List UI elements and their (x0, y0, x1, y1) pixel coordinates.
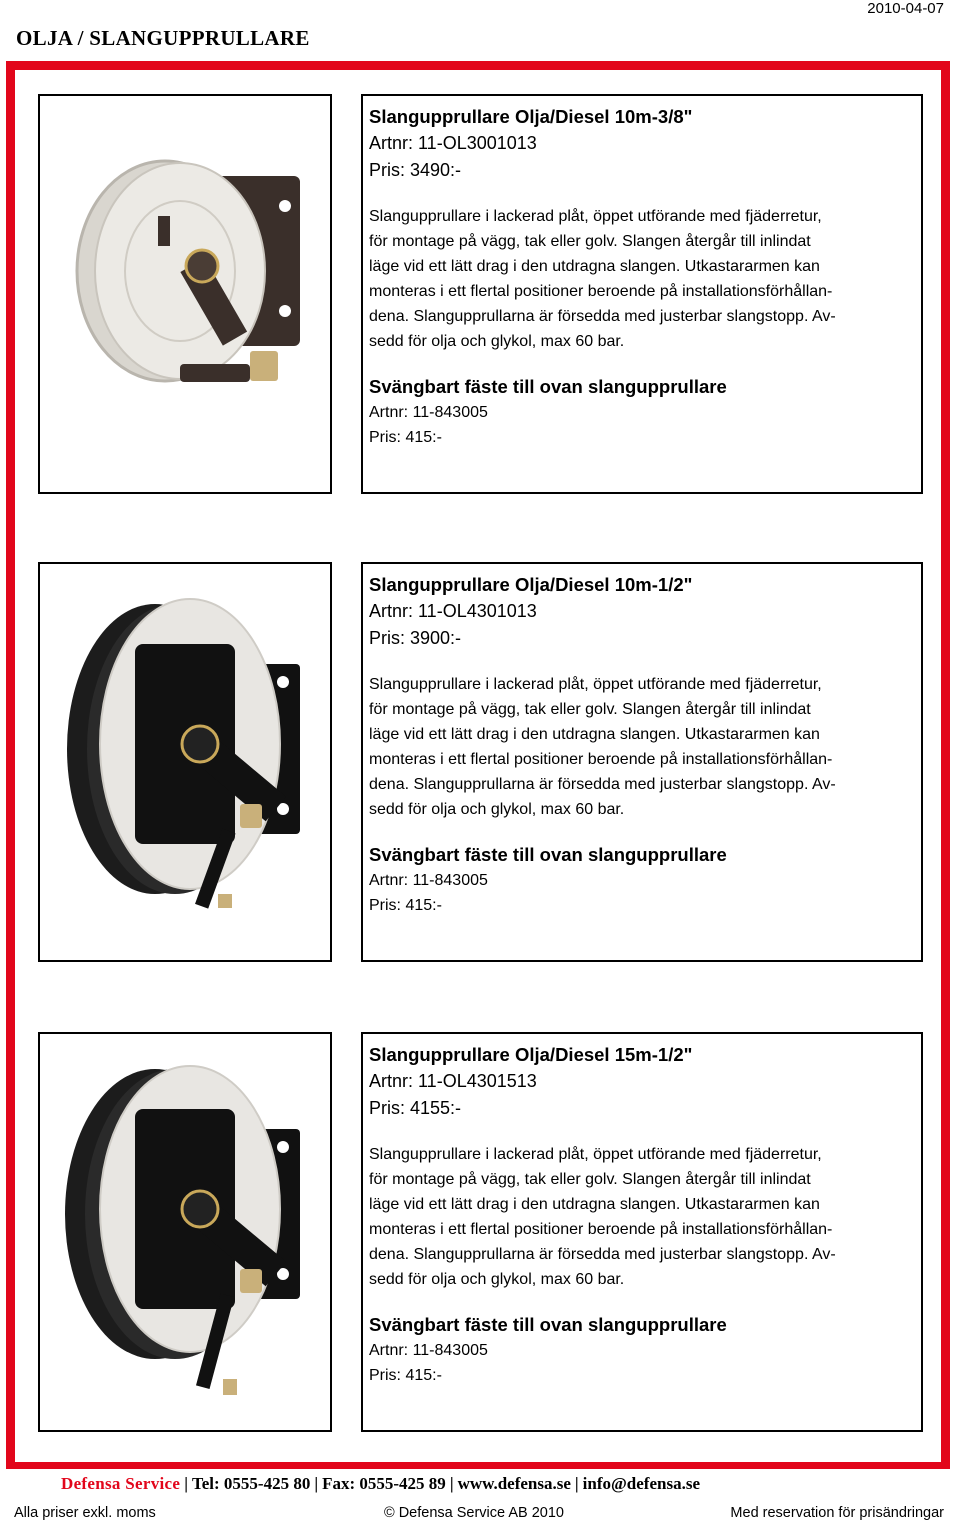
accessory-artnr: Artnr: 11-843005 (369, 404, 488, 421)
product-artnr: Artnr: 11-OL4301013 (369, 601, 537, 621)
hose-reel-black-icon (40, 564, 330, 960)
product-price: Pris: 4155:- (369, 1098, 462, 1118)
product-artnr: Artnr: 11-OL4301513 (369, 1071, 537, 1091)
footer-email-link[interactable]: info@defensa.se (582, 1474, 700, 1493)
page-date: 2010-04-07 (867, 0, 944, 17)
footer-brand: Defensa Service (61, 1474, 181, 1493)
separator: | (184, 1474, 188, 1493)
separator: | (314, 1474, 319, 1493)
product-title: Slangupprullare Olja/Diesel 10m-1/2" (369, 574, 693, 595)
product-price: Pris: 3490:- (369, 160, 462, 180)
page-title: OLJA / SLANGUPPRULLARE (16, 26, 310, 50)
accessory-title: Svängbart fäste till ovan slangupprullare (369, 844, 727, 865)
accessory-price: Pris: 415:- (369, 1367, 442, 1384)
footer-phone: Tel: 0555-425 80 (191, 1474, 311, 1493)
product-info-box (361, 94, 923, 494)
product-title: Slangupprullare Olja/Diesel 10m-3/8" (369, 106, 693, 127)
footer-left-note: Alla priser exkl. moms (14, 1505, 156, 1521)
separator: | (574, 1474, 579, 1493)
separator: | (449, 1474, 454, 1493)
product-description: Slangupprullare i lackerad plåt, öppet utförande med fjäderretur, för montage på vägg, tak eller golv. Slangen återgår till inlindat läge vid ett lätt drag i den utdragna slangen. Utkastararmen kan monteras i ett flertal positioner beroende på installationsförhållan- dena. Slangupprullarna är försedda med justerbar slangstopp. Av- sedd för olja och glykol, max 60 bar. (369, 676, 836, 818)
hose-reel-black-icon (40, 1034, 330, 1430)
accessory-price: Pris: 415:- (369, 897, 442, 914)
accessory-artnr: Artnr: 11-843005 (369, 872, 488, 889)
product-title: Slangupprullare Olja/Diesel 15m-1/2" (369, 1044, 693, 1065)
accessory-title: Svängbart fäste till ovan slangupprullare (369, 1314, 727, 1335)
product-image-box (38, 94, 332, 494)
product-artnr: Artnr: 11-OL3001013 (369, 133, 537, 153)
footer-contact (61, 1474, 700, 1494)
footer-fax: Fax: 0555-425 89 (322, 1474, 446, 1493)
footer-web-link[interactable]: www.defensa.se (457, 1474, 571, 1493)
footer-right-note: Med reservation för prisändringar (730, 1505, 944, 1521)
product-info-box (361, 1032, 923, 1432)
product-price: Pris: 3900:- (369, 628, 462, 648)
product-description: Slangupprullare i lackerad plåt, öppet utförande med fjäderretur, för montage på vägg, tak eller golv. Slangen återgår till inlindat läge vid ett lätt drag i den utdragna slangen. Utkastararmen kan monteras i ett flertal positioner beroende på installationsförhållan- dena. Slangupprullarna är försedda med justerbar slangstopp. Av- sedd för olja och glykol, max 60 bar. (369, 208, 836, 350)
footer-copyright: © Defensa Service AB 2010 (384, 1505, 564, 1521)
product-info-box (361, 562, 923, 962)
accessory-price: Pris: 415:- (369, 429, 442, 446)
product-image-box (38, 1032, 332, 1432)
product-image-box (38, 562, 332, 962)
hose-reel-grey-icon (40, 96, 330, 492)
product-description: Slangupprullare i lackerad plåt, öppet utförande med fjäderretur, för montage på vägg, tak eller golv. Slangen återgår till inlindat läge vid ett lätt drag i den utdragna slangen. Utkastararmen kan monteras i ett flertal positioner beroende på installationsförhållan- dena. Slangupprullarna är försedda med justerbar slangstopp. Av- sedd för olja och glykol, max 60 bar. (369, 1146, 836, 1288)
accessory-title: Svängbart fäste till ovan slangupprullare (369, 376, 727, 397)
accessory-artnr: Artnr: 11-843005 (369, 1342, 488, 1359)
